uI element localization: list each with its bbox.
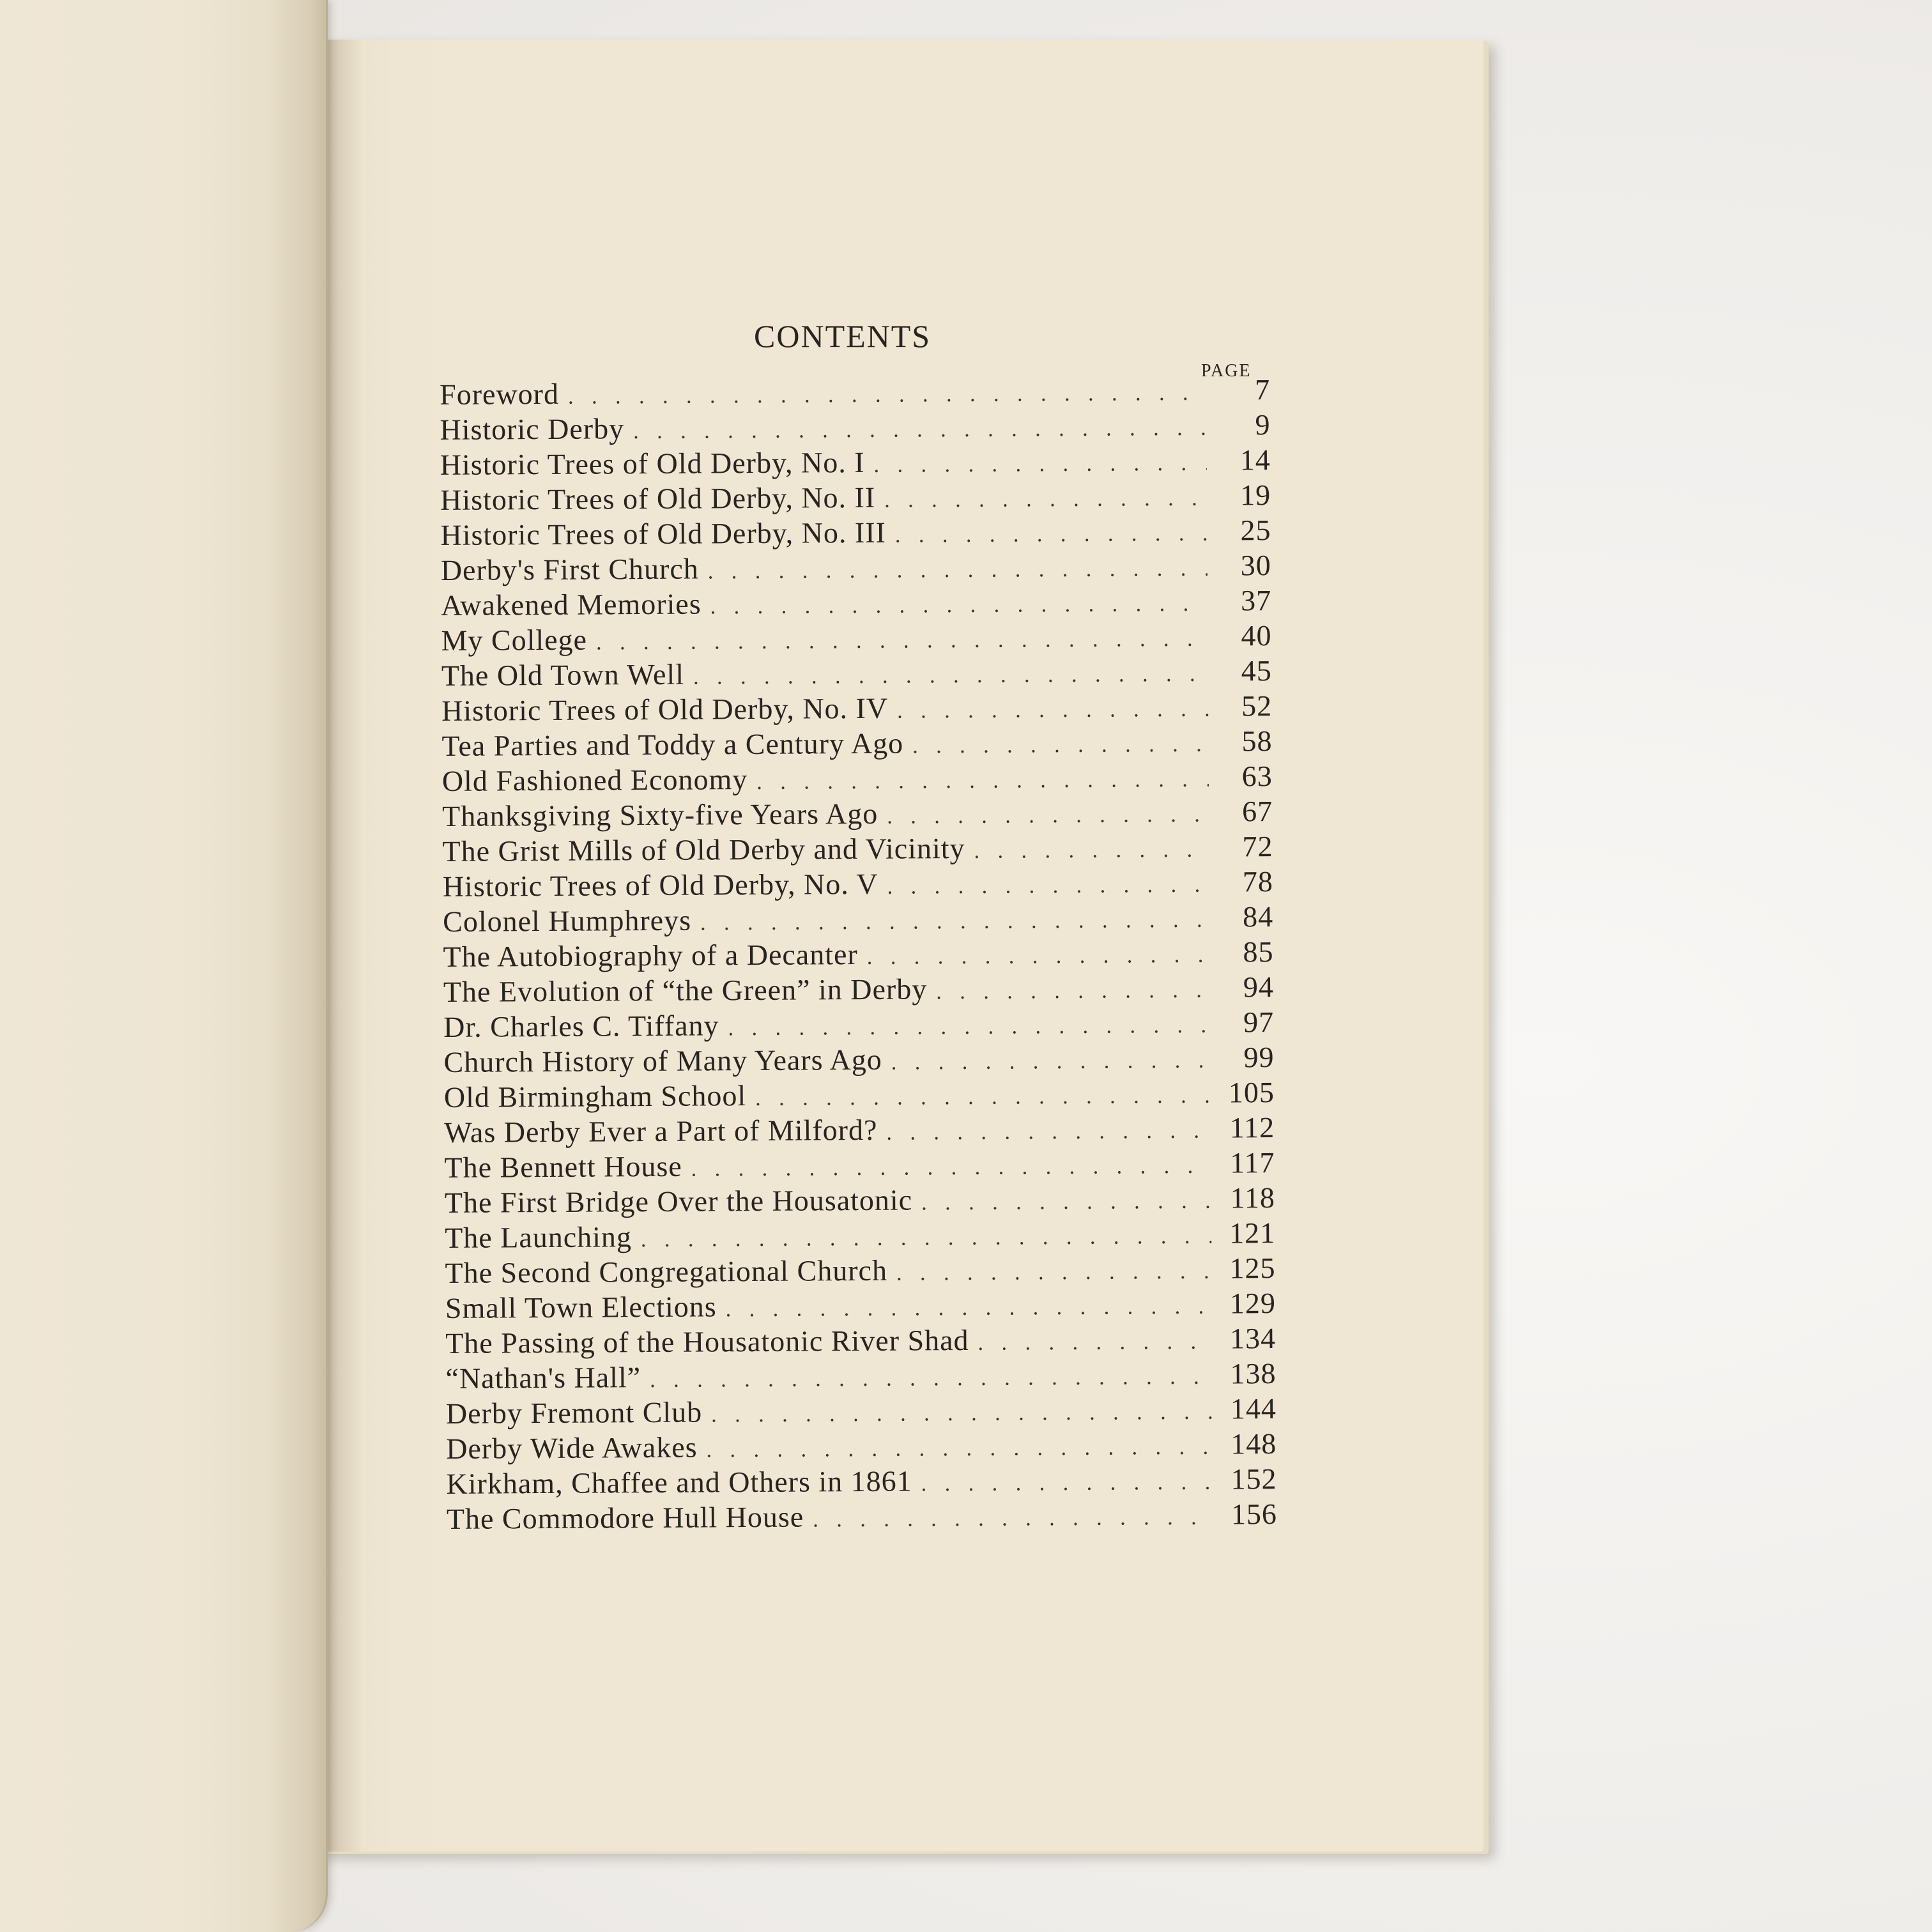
entry-title: “Nathan's Hall” bbox=[445, 1361, 641, 1395]
entry-page-number: 99 bbox=[1243, 1041, 1275, 1074]
entry-title: The Evolution of “the Green” in Derby bbox=[443, 972, 928, 1008]
dot-leader bbox=[596, 622, 1208, 661]
contents-entry bbox=[442, 793, 1273, 834]
contents-entry bbox=[441, 618, 1271, 658]
dot-leader bbox=[700, 903, 1210, 941]
entry-page-number: 78 bbox=[1242, 865, 1274, 898]
dot-leader bbox=[568, 376, 1206, 415]
entry-title: Church History of Many Years Ago bbox=[443, 1043, 882, 1078]
entry-page-number: 37 bbox=[1241, 584, 1272, 617]
contents-list bbox=[440, 372, 1277, 1537]
dot-leader bbox=[921, 1465, 1213, 1502]
dot-leader bbox=[641, 1219, 1212, 1257]
dot-leader bbox=[650, 1360, 1213, 1398]
contents-entry bbox=[440, 512, 1271, 553]
entry-title: The Old Town Well bbox=[441, 657, 685, 692]
entry-page-number: 156 bbox=[1230, 1498, 1278, 1531]
contents-entry bbox=[443, 1039, 1274, 1080]
dot-leader bbox=[693, 657, 1208, 695]
contents-entry bbox=[440, 477, 1271, 518]
entry-title: The Grist Mills of Old Derby and Vicinity bbox=[442, 831, 965, 868]
contents-entry bbox=[445, 1321, 1276, 1361]
entry-title: Derby's First Church bbox=[440, 552, 699, 586]
contents-entry bbox=[445, 1180, 1275, 1220]
entry-title: Historic Derby bbox=[440, 412, 625, 446]
contents-entry bbox=[446, 1461, 1276, 1501]
contents-entry bbox=[442, 829, 1273, 869]
entry-title: Was Derby Ever a Part of Milford? bbox=[444, 1113, 878, 1149]
dot-leader bbox=[633, 411, 1207, 449]
entry-title: The Commodore Hull House bbox=[446, 1500, 804, 1535]
entry-title: The Launching bbox=[445, 1220, 632, 1254]
dot-leader bbox=[884, 481, 1207, 518]
dot-leader bbox=[711, 1395, 1213, 1433]
entry-title: Old Birmingham School bbox=[443, 1079, 747, 1114]
entry-page-number: 129 bbox=[1229, 1287, 1276, 1320]
entry-title: Tea Parties and Toddy a Century Ago bbox=[441, 726, 904, 762]
contents-entry bbox=[441, 653, 1272, 693]
dot-leader bbox=[977, 1324, 1212, 1361]
dot-leader bbox=[691, 1149, 1211, 1187]
entry-page-number: 148 bbox=[1230, 1427, 1277, 1460]
entry-title: My College bbox=[441, 623, 588, 657]
entry-page-number: 14 bbox=[1239, 443, 1271, 477]
contents-entry bbox=[445, 1285, 1276, 1326]
contents-entry bbox=[442, 758, 1273, 799]
entry-page-number: 30 bbox=[1240, 549, 1271, 582]
entry-page-number: 118 bbox=[1230, 1181, 1276, 1215]
entry-title: The Autobiography of a Decanter bbox=[443, 938, 858, 973]
entry-page-number: 52 bbox=[1241, 689, 1273, 723]
entry-page-number: 125 bbox=[1229, 1252, 1276, 1285]
entry-page-number: 97 bbox=[1243, 1006, 1275, 1039]
dot-leader bbox=[867, 938, 1210, 975]
contents-entry bbox=[443, 864, 1273, 904]
dot-leader bbox=[886, 1114, 1211, 1151]
dot-leader bbox=[891, 1043, 1211, 1080]
contents-entry bbox=[440, 372, 1270, 412]
entry-page-number: 144 bbox=[1230, 1392, 1277, 1425]
contents-entry bbox=[446, 1391, 1276, 1431]
entry-title: Historic Trees of Old Derby, No. V bbox=[442, 867, 878, 903]
entry-title: Historic Trees of Old Derby, No. IV bbox=[441, 691, 889, 727]
entry-page-number: 121 bbox=[1229, 1216, 1276, 1250]
page-column-label: PAGE bbox=[1201, 361, 1252, 381]
contents-entry bbox=[441, 723, 1272, 763]
entry-title: Historic Trees of Old Derby, No. I bbox=[440, 445, 865, 481]
dot-leader bbox=[896, 1254, 1212, 1291]
contents-entry bbox=[443, 899, 1273, 939]
dot-leader bbox=[897, 692, 1208, 729]
dot-leader bbox=[813, 1500, 1213, 1538]
entry-page-number: 25 bbox=[1240, 514, 1271, 547]
entry-page-number: 45 bbox=[1241, 654, 1272, 687]
contents-entry bbox=[440, 407, 1270, 447]
entry-page-number: 94 bbox=[1243, 970, 1275, 1004]
contents-entry bbox=[445, 1356, 1276, 1396]
entry-page-number: 84 bbox=[1243, 900, 1274, 933]
entry-title: Small Town Elections bbox=[445, 1290, 717, 1324]
entry-page-number: 72 bbox=[1242, 830, 1273, 863]
dot-leader bbox=[728, 1008, 1210, 1046]
entry-page-number: 19 bbox=[1239, 479, 1271, 512]
entry-title: Foreword bbox=[440, 377, 560, 411]
contents-entry bbox=[443, 969, 1274, 1009]
contents-entry bbox=[443, 934, 1273, 974]
entry-page-number: 152 bbox=[1230, 1462, 1277, 1496]
contents-entry bbox=[446, 1426, 1276, 1466]
contents-entry bbox=[444, 1110, 1275, 1150]
contents-entry bbox=[441, 548, 1271, 588]
entry-title: The First Bridge Over the Housatonic bbox=[444, 1183, 913, 1219]
dot-leader bbox=[755, 1078, 1211, 1116]
facing-page bbox=[0, 0, 328, 1932]
entry-page-number: 9 bbox=[1255, 408, 1271, 441]
contents-entry bbox=[445, 1250, 1275, 1291]
dot-leader bbox=[710, 586, 1208, 625]
dot-leader bbox=[921, 1184, 1211, 1221]
entry-title: Historic Trees of Old Derby, No. II bbox=[440, 480, 876, 516]
entry-title: The Passing of the Housatonic River Shad bbox=[445, 1323, 969, 1360]
entry-page-number: 134 bbox=[1230, 1322, 1276, 1355]
entry-title: The Second Congregational Church bbox=[445, 1254, 888, 1289]
entry-title: Dr. Charles C. Tiffany bbox=[443, 1009, 719, 1043]
contents-entry bbox=[447, 1496, 1277, 1537]
entry-title: Derby Fremont Club bbox=[445, 1395, 703, 1430]
contents-entry bbox=[444, 1075, 1275, 1115]
entry-title: Thanksgiving Sixty-five Years Ago bbox=[442, 797, 878, 832]
entry-page-number: 58 bbox=[1241, 724, 1273, 758]
entry-page-number: 63 bbox=[1241, 760, 1273, 793]
contents-entry bbox=[445, 1215, 1275, 1255]
entry-page-number: 67 bbox=[1242, 795, 1273, 828]
entry-title: Derby Wide Awakes bbox=[446, 1430, 698, 1465]
contents-entry bbox=[443, 1004, 1274, 1045]
dot-leader bbox=[887, 868, 1210, 905]
entry-page-number: 7 bbox=[1254, 373, 1271, 406]
contents-heading: CONTENTS bbox=[754, 318, 931, 354]
dot-leader bbox=[936, 973, 1210, 1010]
entry-title: Colonel Humphreys bbox=[443, 903, 692, 938]
entry-title: Awakened Memories bbox=[441, 587, 702, 622]
dot-leader bbox=[974, 832, 1209, 869]
dot-leader bbox=[708, 551, 1208, 590]
entry-title: Old Fashioned Economy bbox=[441, 763, 748, 797]
dot-leader bbox=[726, 1289, 1213, 1328]
contents-entry bbox=[444, 1145, 1275, 1185]
contents-entry bbox=[441, 583, 1271, 623]
contents-entry bbox=[440, 442, 1271, 482]
entry-page-number: 85 bbox=[1243, 935, 1274, 969]
entry-title: Kirkham, Chaffee and Others in 1861 bbox=[446, 1464, 912, 1500]
entry-page-number: 117 bbox=[1230, 1146, 1275, 1179]
entry-page-number: 105 bbox=[1228, 1076, 1275, 1109]
entry-page-number: 112 bbox=[1229, 1111, 1275, 1144]
dot-leader bbox=[912, 727, 1209, 764]
entry-title: Historic Trees of Old Derby, No. III bbox=[440, 516, 887, 551]
dot-leader bbox=[873, 446, 1207, 483]
entry-title: The Bennett House bbox=[444, 1149, 682, 1184]
dot-leader bbox=[706, 1430, 1213, 1468]
dot-leader bbox=[756, 762, 1209, 800]
dot-leader bbox=[895, 516, 1208, 553]
entry-page-number: 40 bbox=[1241, 619, 1272, 652]
contents-entry bbox=[441, 688, 1272, 728]
entry-page-number: 138 bbox=[1230, 1357, 1276, 1390]
dot-leader bbox=[887, 797, 1209, 834]
